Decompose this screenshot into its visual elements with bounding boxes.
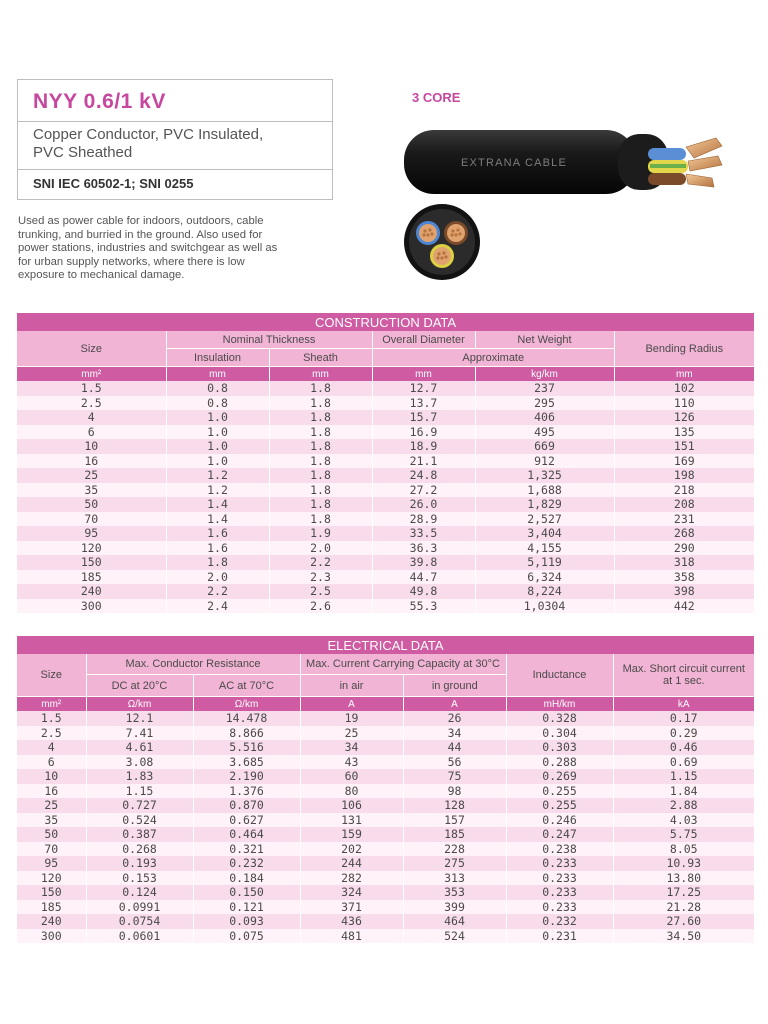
table-cell: 0.232 bbox=[193, 856, 300, 871]
table-cell: 0.233 bbox=[506, 871, 613, 886]
table-cell: 237 bbox=[475, 381, 614, 396]
table-cell: 0.184 bbox=[193, 871, 300, 886]
table-cell: 169 bbox=[614, 454, 754, 469]
table-cell: 135 bbox=[614, 425, 754, 440]
table-cell: 275 bbox=[403, 856, 506, 871]
table-cell: 8.05 bbox=[613, 842, 754, 857]
construction-rows bbox=[17, 381, 754, 613]
table-row bbox=[17, 871, 754, 886]
table-cell: 2.3 bbox=[269, 570, 372, 585]
table-cell: 231 bbox=[614, 512, 754, 527]
cable-illustration bbox=[398, 120, 728, 200]
table-cell: 1.4 bbox=[166, 497, 269, 512]
table-cell: 36.3 bbox=[372, 541, 475, 556]
table-cell: 1.8 bbox=[269, 410, 372, 425]
table-cell: 2.0 bbox=[269, 541, 372, 556]
col-header-size: Size bbox=[17, 331, 166, 367]
table-cell: 26 bbox=[403, 711, 506, 726]
table-row bbox=[17, 425, 754, 440]
unit-cell: A bbox=[300, 697, 403, 712]
table-cell: 18.9 bbox=[372, 439, 475, 454]
usage-line: power stations, industries and switchgear as well as bbox=[18, 242, 278, 255]
table-cell: 6,324 bbox=[475, 570, 614, 585]
table-cell: 1.8 bbox=[269, 512, 372, 527]
table-cell: 1.0 bbox=[166, 439, 269, 454]
table-row bbox=[17, 599, 754, 614]
unit-cell: A bbox=[403, 697, 506, 712]
table-cell: 2.190 bbox=[193, 769, 300, 784]
table-cell: 1.8 bbox=[269, 468, 372, 483]
table-cell: 300 bbox=[17, 929, 86, 944]
table-cell: 1.4 bbox=[166, 512, 269, 527]
electrical-title: ELECTRICAL DATA bbox=[17, 636, 754, 654]
table-row bbox=[17, 755, 754, 770]
table-cell: 2.88 bbox=[613, 798, 754, 813]
table-cell: 0.233 bbox=[506, 885, 613, 900]
table-cell: 131 bbox=[300, 813, 403, 828]
table-cell: 35 bbox=[17, 813, 86, 828]
product-title: NYY 0.6/1 kV bbox=[18, 80, 332, 122]
table-cell: 0.193 bbox=[86, 856, 193, 871]
table-cell: 0.288 bbox=[506, 755, 613, 770]
table-cell: 4 bbox=[17, 740, 86, 755]
table-cell: 464 bbox=[403, 914, 506, 929]
table-cell: 16 bbox=[17, 454, 166, 469]
table-cell: 0.0991 bbox=[86, 900, 193, 915]
table-row bbox=[17, 396, 754, 411]
table-cell: 2.5 bbox=[17, 396, 166, 411]
table-cell: 6 bbox=[17, 755, 86, 770]
table-cell: 0.233 bbox=[506, 900, 613, 915]
table-cell: 436 bbox=[300, 914, 403, 929]
table-cell: 2,527 bbox=[475, 512, 614, 527]
usage-line: Used as power cable for indoors, outdoors, cable bbox=[18, 215, 264, 227]
unit-cell: mm² bbox=[17, 367, 166, 382]
table-cell: 1.8 bbox=[269, 425, 372, 440]
table-row bbox=[17, 914, 754, 929]
table-cell: 295 bbox=[475, 396, 614, 411]
col-header-nominal-thickness: Nominal Thickness bbox=[166, 331, 372, 349]
table-cell: 28.9 bbox=[372, 512, 475, 527]
col-header-in-ground: in ground bbox=[403, 675, 506, 697]
table-cell: 0.303 bbox=[506, 740, 613, 755]
table-cell: 150 bbox=[17, 555, 166, 570]
table-cell: 399 bbox=[403, 900, 506, 915]
table-cell: 0.0754 bbox=[86, 914, 193, 929]
electrical-data-table bbox=[17, 636, 754, 943]
table-cell: 0.075 bbox=[193, 929, 300, 944]
col-header-max-current: Max. Current Carrying Capacity at 30°C bbox=[300, 654, 506, 675]
table-cell: 0.238 bbox=[506, 842, 613, 857]
table-cell: 0.255 bbox=[506, 784, 613, 799]
product-header bbox=[17, 79, 333, 200]
table-row bbox=[17, 711, 754, 726]
unit-cell: mm bbox=[614, 367, 754, 382]
table-cell: 2.2 bbox=[269, 555, 372, 570]
table-cell: 0.29 bbox=[613, 726, 754, 741]
unit-cell: kA bbox=[613, 697, 754, 712]
unit-cell: mm² bbox=[17, 697, 86, 712]
table-cell: 12.7 bbox=[372, 381, 475, 396]
col-header-ac: AC at 70°C bbox=[193, 675, 300, 697]
table-cell: 110 bbox=[614, 396, 754, 411]
cable-print-text: EXTRANA CABLE bbox=[460, 157, 568, 169]
table-cell: 6 bbox=[17, 425, 166, 440]
table-cell: 1.6 bbox=[166, 526, 269, 541]
table-cell: 0.232 bbox=[506, 914, 613, 929]
table-cell: 25 bbox=[17, 798, 86, 813]
table-cell: 128 bbox=[403, 798, 506, 813]
table-cell: 2.4 bbox=[166, 599, 269, 614]
table-cell: 4 bbox=[17, 410, 166, 425]
table-cell: 126 bbox=[614, 410, 754, 425]
usage-line: for urban supply networks, where there is low bbox=[18, 255, 245, 268]
table-cell: 198 bbox=[614, 468, 754, 483]
unit-cell: Ω/km bbox=[86, 697, 193, 712]
construction-data-table bbox=[17, 313, 754, 613]
table-cell: 33.5 bbox=[372, 526, 475, 541]
table-cell: 1.8 bbox=[269, 381, 372, 396]
col-header-max-resistance: Max. Conductor Resistance bbox=[86, 654, 300, 675]
product-standards: SNI IEC 60502-1; SNI 0255 bbox=[33, 176, 194, 191]
table-cell: 1.8 bbox=[166, 555, 269, 570]
table-row bbox=[17, 740, 754, 755]
table-cell: 49.8 bbox=[372, 584, 475, 599]
table-cell: 0.524 bbox=[86, 813, 193, 828]
table-cell: 24.8 bbox=[372, 468, 475, 483]
table-cell: 19 bbox=[300, 711, 403, 726]
table-cell: 35 bbox=[17, 483, 166, 498]
table-row bbox=[17, 526, 754, 541]
table-cell: 159 bbox=[300, 827, 403, 842]
table-cell: 50 bbox=[17, 827, 86, 842]
table-cell: 0.150 bbox=[193, 885, 300, 900]
table-cell: 4.61 bbox=[86, 740, 193, 755]
table-cell: 95 bbox=[17, 856, 86, 871]
table-cell: 106 bbox=[300, 798, 403, 813]
table-cell: 60 bbox=[300, 769, 403, 784]
table-cell: 1.8 bbox=[269, 396, 372, 411]
table-cell: 1.6 bbox=[166, 541, 269, 556]
table-cell: 75 bbox=[403, 769, 506, 784]
cable-cross-section-icon bbox=[401, 203, 483, 281]
description-line-1: Copper Conductor, PVC Insulated, bbox=[33, 126, 264, 143]
table-cell: 202 bbox=[300, 842, 403, 857]
table-cell: 0.247 bbox=[506, 827, 613, 842]
table-cell: 318 bbox=[614, 555, 754, 570]
table-cell: 208 bbox=[614, 497, 754, 512]
table-cell: 120 bbox=[17, 871, 86, 886]
table-cell: 0.269 bbox=[506, 769, 613, 784]
table-cell: 1.5 bbox=[17, 381, 166, 396]
table-cell: 495 bbox=[475, 425, 614, 440]
table-cell: 0.233 bbox=[506, 856, 613, 871]
table-cell: 1.8 bbox=[269, 454, 372, 469]
table-cell: 5.516 bbox=[193, 740, 300, 755]
table-cell: 0.246 bbox=[506, 813, 613, 828]
table-row bbox=[17, 439, 754, 454]
table-cell: 0.17 bbox=[613, 711, 754, 726]
table-row bbox=[17, 584, 754, 599]
table-cell: 0.304 bbox=[506, 726, 613, 741]
table-row bbox=[17, 784, 754, 799]
table-cell: 10 bbox=[17, 439, 166, 454]
table-cell: 12.1 bbox=[86, 711, 193, 726]
table-cell: 25 bbox=[17, 468, 166, 483]
table-cell: 10 bbox=[17, 769, 86, 784]
table-cell: 70 bbox=[17, 842, 86, 857]
table-cell: 1.2 bbox=[166, 468, 269, 483]
table-row bbox=[17, 813, 754, 828]
col-header-bending-radius: Bending Radius bbox=[614, 331, 754, 367]
construction-title: CONSTRUCTION DATA bbox=[17, 313, 754, 331]
table-cell: 1,325 bbox=[475, 468, 614, 483]
table-row bbox=[17, 570, 754, 585]
table-cell: 4.03 bbox=[613, 813, 754, 828]
table-cell: 1.84 bbox=[613, 784, 754, 799]
table-cell: 34.50 bbox=[613, 929, 754, 944]
table-cell: 324 bbox=[300, 885, 403, 900]
table-cell: 353 bbox=[403, 885, 506, 900]
table-cell: 0.627 bbox=[193, 813, 300, 828]
table-cell: 16 bbox=[17, 784, 86, 799]
table-cell: 4,155 bbox=[475, 541, 614, 556]
table-cell: 1.0 bbox=[166, 410, 269, 425]
table-cell: 1.9 bbox=[269, 526, 372, 541]
table-cell: 2.5 bbox=[17, 726, 86, 741]
table-row bbox=[17, 842, 754, 857]
table-cell: 282 bbox=[300, 871, 403, 886]
table-row bbox=[17, 827, 754, 842]
usage-line: trunking, and burried in the ground. Also used for bbox=[18, 228, 263, 241]
table-cell: 371 bbox=[300, 900, 403, 915]
table-cell: 1.15 bbox=[86, 784, 193, 799]
table-cell: 10.93 bbox=[613, 856, 754, 871]
table-cell: 244 bbox=[300, 856, 403, 871]
table-cell: 358 bbox=[614, 570, 754, 585]
table-cell: 5,119 bbox=[475, 555, 614, 570]
description-line-2: PVC Sheathed bbox=[33, 144, 133, 161]
table-cell: 240 bbox=[17, 584, 166, 599]
table-cell: 43 bbox=[300, 755, 403, 770]
table-cell: 3.08 bbox=[86, 755, 193, 770]
table-cell: 0.8 bbox=[166, 396, 269, 411]
table-row bbox=[17, 497, 754, 512]
table-cell: 0.46 bbox=[613, 740, 754, 755]
table-cell: 0.8 bbox=[166, 381, 269, 396]
table-cell: 398 bbox=[614, 584, 754, 599]
table-cell: 268 bbox=[614, 526, 754, 541]
table-cell: 1,829 bbox=[475, 497, 614, 512]
table-cell: 25 bbox=[300, 726, 403, 741]
table-cell: 21.1 bbox=[372, 454, 475, 469]
table-cell: 16.9 bbox=[372, 425, 475, 440]
table-cell: 120 bbox=[17, 541, 166, 556]
table-row bbox=[17, 541, 754, 556]
table-cell: 1.2 bbox=[166, 483, 269, 498]
table-row bbox=[17, 726, 754, 741]
table-cell: 240 bbox=[17, 914, 86, 929]
table-cell: 185 bbox=[17, 900, 86, 915]
unit-cell: mH/km bbox=[506, 697, 613, 712]
table-cell: 8.866 bbox=[193, 726, 300, 741]
table-cell: 0.328 bbox=[506, 711, 613, 726]
usage-line: exposure to mechanical damage. bbox=[18, 269, 185, 282]
table-cell: 0.464 bbox=[193, 827, 300, 842]
table-cell: 3.685 bbox=[193, 755, 300, 770]
col-header-size: Size bbox=[17, 654, 86, 697]
table-cell: 2.0 bbox=[166, 570, 269, 585]
table-cell: 524 bbox=[403, 929, 506, 944]
table-cell: 185 bbox=[17, 570, 166, 585]
table-cell: 98 bbox=[403, 784, 506, 799]
product-description bbox=[18, 122, 332, 170]
table-row bbox=[17, 856, 754, 871]
table-cell: 27.60 bbox=[613, 914, 754, 929]
table-cell: 3,404 bbox=[475, 526, 614, 541]
table-cell: 34 bbox=[300, 740, 403, 755]
table-cell: 0.0601 bbox=[86, 929, 193, 944]
table-cell: 7.41 bbox=[86, 726, 193, 741]
table-cell: 300 bbox=[17, 599, 166, 614]
table-cell: 13.80 bbox=[613, 871, 754, 886]
table-cell: 1.5 bbox=[17, 711, 86, 726]
table-cell: 0.870 bbox=[193, 798, 300, 813]
electrical-rows bbox=[17, 711, 754, 943]
col-header-dc: DC at 20°C bbox=[86, 675, 193, 697]
table-cell: 912 bbox=[475, 454, 614, 469]
table-cell: 290 bbox=[614, 541, 754, 556]
col-header-in-air: in air bbox=[300, 675, 403, 697]
table-cell: 21.28 bbox=[613, 900, 754, 915]
table-row bbox=[17, 900, 754, 915]
table-cell: 1.8 bbox=[269, 439, 372, 454]
table-cell: 0.69 bbox=[613, 755, 754, 770]
table-cell: 26.0 bbox=[372, 497, 475, 512]
table-row bbox=[17, 512, 754, 527]
table-cell: 56 bbox=[403, 755, 506, 770]
unit-cell: mm bbox=[372, 367, 475, 382]
table-cell: 44.7 bbox=[372, 570, 475, 585]
table-row bbox=[17, 769, 754, 784]
table-cell: 0.268 bbox=[86, 842, 193, 857]
table-cell: 157 bbox=[403, 813, 506, 828]
table-cell: 406 bbox=[475, 410, 614, 425]
table-cell: 481 bbox=[300, 929, 403, 944]
col-header-inductance: Inductance bbox=[506, 654, 613, 697]
table-cell: 1,0304 bbox=[475, 599, 614, 614]
table-cell: 15.7 bbox=[372, 410, 475, 425]
table-cell: 2.5 bbox=[269, 584, 372, 599]
table-cell: 0.321 bbox=[193, 842, 300, 857]
short-circuit-line-1: Max. Short circuit current bbox=[622, 663, 745, 675]
table-row bbox=[17, 555, 754, 570]
table-cell: 34 bbox=[403, 726, 506, 741]
table-row bbox=[17, 885, 754, 900]
table-cell: 5.75 bbox=[613, 827, 754, 842]
table-cell: 8,224 bbox=[475, 584, 614, 599]
table-cell: 55.3 bbox=[372, 599, 475, 614]
table-cell: 218 bbox=[614, 483, 754, 498]
table-cell: 102 bbox=[614, 381, 754, 396]
table-cell: 14.478 bbox=[193, 711, 300, 726]
table-cell: 70 bbox=[17, 512, 166, 527]
table-cell: 2.2 bbox=[166, 584, 269, 599]
unit-cell: mm bbox=[166, 367, 269, 382]
unit-cell: Ω/km bbox=[193, 697, 300, 712]
table-cell: 39.8 bbox=[372, 555, 475, 570]
table-cell: 313 bbox=[403, 871, 506, 886]
table-cell: 0.255 bbox=[506, 798, 613, 813]
table-cell: 0.231 bbox=[506, 929, 613, 944]
short-circuit-line-2: at 1 sec. bbox=[662, 675, 705, 687]
col-header-approximate: Approximate bbox=[372, 349, 614, 367]
table-cell: 442 bbox=[614, 599, 754, 614]
col-header-sheath: Sheath bbox=[269, 349, 372, 367]
table-row bbox=[17, 929, 754, 944]
table-cell: 0.727 bbox=[86, 798, 193, 813]
table-cell: 1.8 bbox=[269, 483, 372, 498]
unit-cell: kg/km bbox=[475, 367, 614, 382]
table-cell: 0.153 bbox=[86, 871, 193, 886]
table-row bbox=[17, 454, 754, 469]
table-cell: 80 bbox=[300, 784, 403, 799]
table-cell: 2.6 bbox=[269, 599, 372, 614]
table-cell: 44 bbox=[403, 740, 506, 755]
table-cell: 0.124 bbox=[86, 885, 193, 900]
table-cell: 17.25 bbox=[613, 885, 754, 900]
table-cell: 1.0 bbox=[166, 454, 269, 469]
usage-description bbox=[18, 215, 328, 283]
table-cell: 151 bbox=[614, 439, 754, 454]
table-cell: 0.121 bbox=[193, 900, 300, 915]
table-cell: 185 bbox=[403, 827, 506, 842]
col-header-net-weight: Net Weight bbox=[475, 331, 614, 349]
table-cell: 1.0 bbox=[166, 425, 269, 440]
unit-cell: mm bbox=[269, 367, 372, 382]
col-header-short-circuit bbox=[613, 654, 754, 697]
table-cell: 13.7 bbox=[372, 396, 475, 411]
table-cell: 1.376 bbox=[193, 784, 300, 799]
table-cell: 150 bbox=[17, 885, 86, 900]
table-cell: 1.83 bbox=[86, 769, 193, 784]
core-count-label: 3 CORE bbox=[412, 90, 461, 105]
table-cell: 0.093 bbox=[193, 914, 300, 929]
table-row bbox=[17, 410, 754, 425]
col-header-insulation: Insulation bbox=[166, 349, 269, 367]
table-cell: 95 bbox=[17, 526, 166, 541]
table-row bbox=[17, 468, 754, 483]
table-cell: 27.2 bbox=[372, 483, 475, 498]
table-row bbox=[17, 381, 754, 396]
table-cell: 1.8 bbox=[269, 497, 372, 512]
col-header-overall-diameter: Overall Diameter bbox=[372, 331, 475, 349]
table-cell: 1,688 bbox=[475, 483, 614, 498]
table-cell: 669 bbox=[475, 439, 614, 454]
table-cell: 228 bbox=[403, 842, 506, 857]
table-cell: 0.387 bbox=[86, 827, 193, 842]
table-cell: 50 bbox=[17, 497, 166, 512]
table-cell: 1.15 bbox=[613, 769, 754, 784]
table-row bbox=[17, 483, 754, 498]
table-row bbox=[17, 798, 754, 813]
